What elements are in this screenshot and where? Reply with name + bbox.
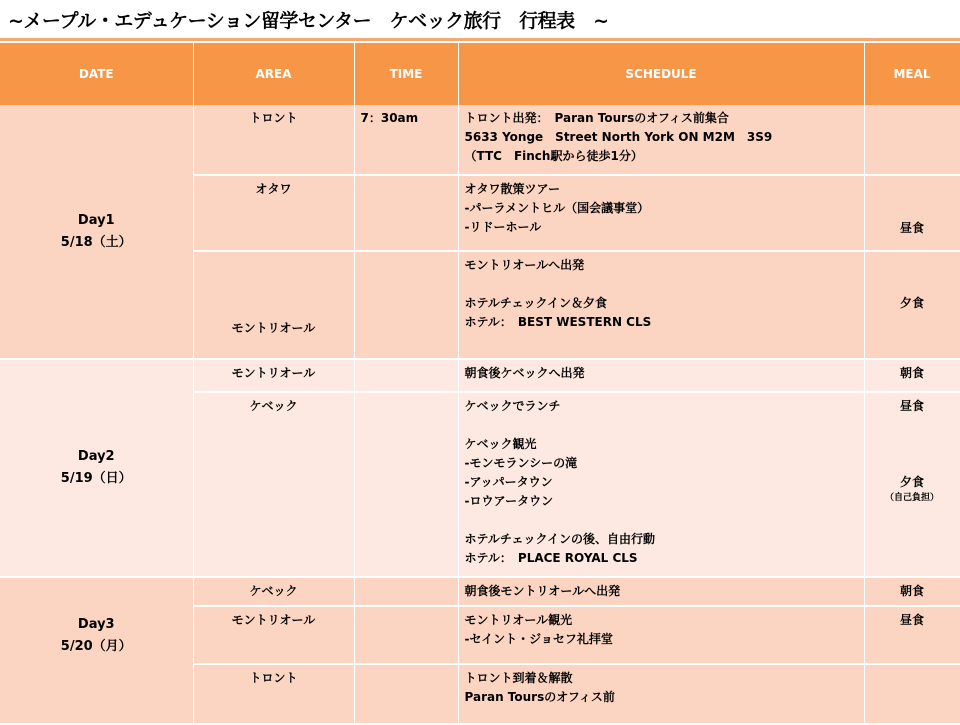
area-cell: トロント (193, 105, 354, 175)
schedule-spacer (465, 511, 858, 530)
area-cell: モントリオール (193, 359, 354, 392)
table-row (0, 577, 960, 606)
schedule-line: ホテル： BEST WESTERN CLS (464, 315, 652, 329)
schedule-line: Paran Toursのオフィス前 (464, 690, 615, 704)
title-underline (0, 38, 960, 41)
schedule-line: ケベックでランチ (464, 399, 561, 413)
area-cell: モントリオール (193, 251, 354, 359)
meal-lunch: 昼食 (899, 399, 924, 413)
schedule-line: モントリオールへ出発 (464, 258, 585, 272)
meal-spacer (871, 416, 954, 435)
time-cell (354, 606, 458, 664)
header-date: DATE (0, 43, 193, 105)
header-area: AREA (193, 43, 354, 105)
schedule-cell (458, 105, 864, 175)
meal-cell: 昼食 (864, 606, 960, 664)
meal-cell (864, 392, 960, 577)
date-label: 5/19（日） (60, 471, 132, 486)
schedule-line: モントリオール観光 (464, 613, 573, 627)
schedule-spacer (465, 416, 858, 435)
date-label: 5/20（月） (60, 639, 132, 654)
header-row (0, 43, 960, 105)
table-row (0, 105, 960, 175)
schedule-line: トロント出発： Paran Toursのオフィス前集合 (464, 111, 729, 125)
time-cell: 7：30am (354, 105, 458, 175)
meal-cell: 夕食 (864, 251, 960, 359)
header-time: TIME (354, 43, 458, 105)
meal-cell: 昼食 (864, 175, 960, 251)
meal-spacer (871, 454, 954, 473)
time-cell (354, 392, 458, 577)
schedule-line: ホテル： PLACE ROYAL CLS (464, 551, 638, 565)
schedule-line: -パーラメントヒル（国会議事堂） (464, 201, 650, 215)
schedule-line: -アッパータウン (464, 475, 553, 489)
schedule-line: 朝食後モントリオールへ出発 (464, 584, 621, 598)
schedule-line: 5633 Yonge Street North York ON M2M 3S9 (464, 130, 773, 144)
area-cell: モントリオール (193, 606, 354, 664)
meal-note: （自己負担） (884, 493, 939, 503)
schedule-line: オタワ散策ツアー (464, 182, 561, 196)
date-label: 5/18（土） (60, 234, 132, 250)
schedule-spacer (465, 275, 858, 294)
schedule-line: ホテルチェックインの後、自由行動 (464, 532, 655, 546)
schedule-line: -リドーホール (464, 220, 542, 234)
schedule-cell (458, 664, 864, 724)
schedule-line: （TTC Finch駅から徒歩1分） (464, 149, 643, 163)
meal-cell (864, 664, 960, 724)
schedule-cell (458, 392, 864, 577)
area-cell: ケベック (193, 392, 354, 577)
time-cell (354, 577, 458, 606)
schedule-cell (458, 577, 864, 606)
area-cell: オタワ (193, 175, 354, 251)
schedule-line: -ロウアータウン (464, 494, 554, 508)
meal-cell (864, 105, 960, 175)
schedule-cell (458, 359, 864, 392)
date-cell-day3 (0, 577, 193, 724)
schedule-line: ケベック観光 (464, 437, 537, 451)
day-label: Day1 (77, 212, 115, 228)
schedule-line: -モンモランシーの滝 (464, 456, 578, 470)
page-title: ~メープル・エデュケーション留学センター ケベック旅行 行程表 ~ (8, 10, 609, 32)
schedule-line: -セイント・ジョセフ礼拝堂 (464, 632, 613, 646)
time-cell (354, 175, 458, 251)
schedule-line: トロント到着＆解散 (464, 671, 573, 685)
area-cell: トロント (193, 664, 354, 724)
date-cell-day1 (0, 105, 193, 359)
table-row (0, 359, 960, 392)
schedule-cell (458, 251, 864, 359)
time-cell (354, 664, 458, 724)
schedule-cell (458, 606, 864, 664)
date-cell-day2 (0, 359, 193, 577)
time-cell (354, 359, 458, 392)
day-label: Day3 (77, 617, 115, 632)
header-schedule: SCHEDULE (458, 43, 864, 105)
meal-cell: 朝食 (864, 359, 960, 392)
meal-dinner: 夕食 (899, 475, 924, 489)
schedule-line: ホテルチェックイン＆夕食 (464, 296, 607, 310)
meal-spacer (871, 435, 954, 454)
header-meal: MEAL (864, 43, 960, 105)
schedule-line: 朝食後ケベックへ出発 (464, 366, 585, 380)
itinerary-table (0, 43, 960, 725)
schedule-cell (458, 175, 864, 251)
area-cell: ケベック (193, 577, 354, 606)
meal-cell: 朝食 (864, 577, 960, 606)
time-cell (354, 251, 458, 359)
day-label: Day2 (77, 449, 115, 464)
